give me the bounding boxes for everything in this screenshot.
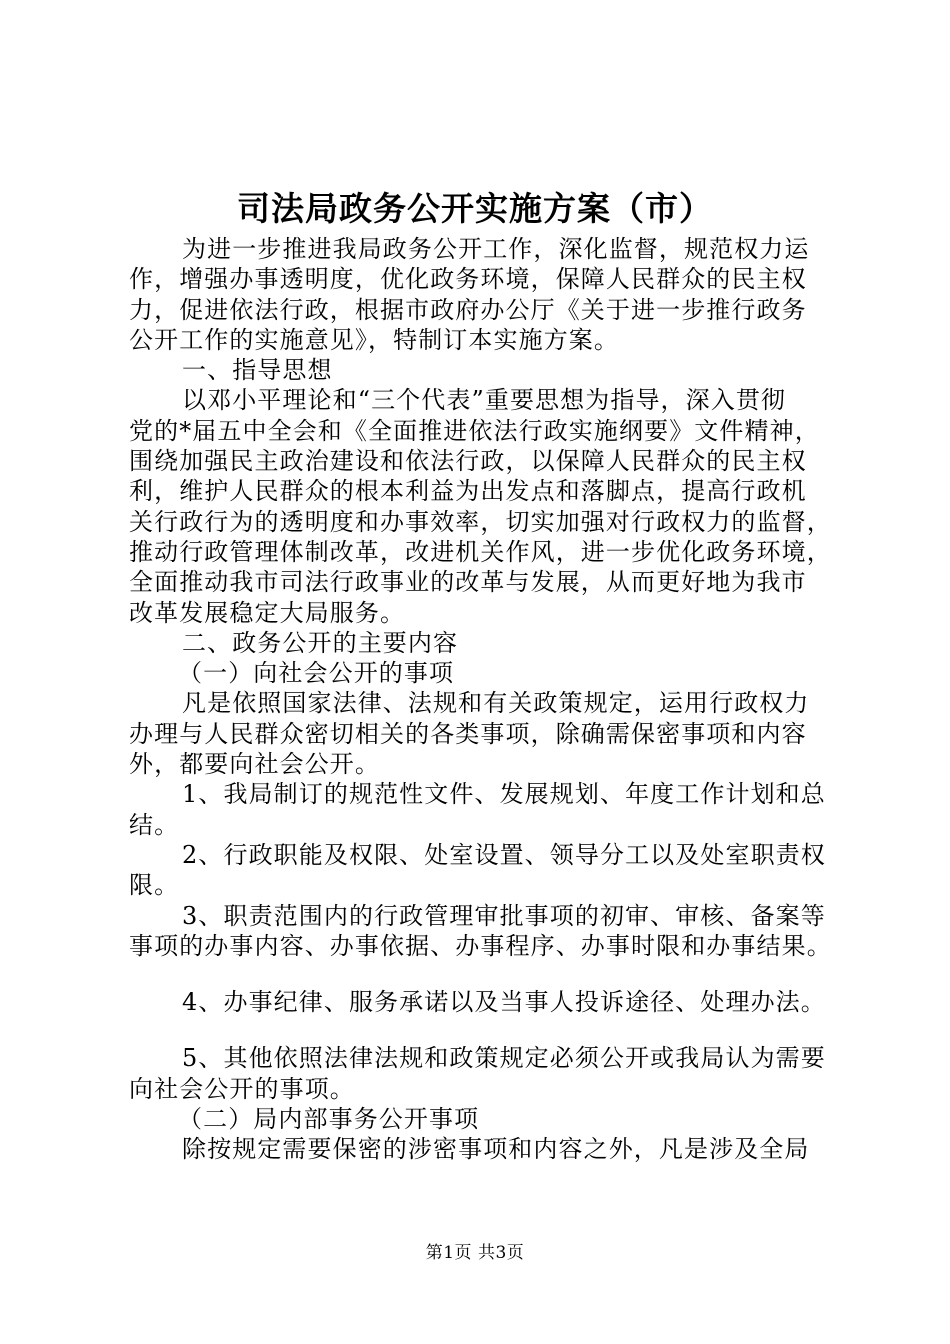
paragraph-line: 作，增强办事透明度，优化政务环境，保障人民群众的民主权 [129, 265, 807, 294]
paragraph-line: 党的*届五中全会和《全面推进依法行政实施纲要》文件精神， [129, 416, 820, 445]
list-item-line: 限。 [129, 871, 180, 900]
paragraph-line: 办理与人民群众密切相关的各类事项，除确需保密事项和内容 [129, 719, 807, 748]
paragraph-line: 以邓小平理论和“三个代表”重要思想为指导，深入贯彻 [182, 386, 787, 415]
list-item-line: 5、其他依照法律法规和政策规定必须公开或我局认为需要 [182, 1044, 826, 1073]
paragraph-line: 力，促进依法行政，根据市政府办公厅《关于进一步推行政务 [129, 295, 807, 324]
list-item-line: 1、我局制订的规范性文件、发展规划、年度工作计划和总 [182, 780, 826, 809]
paragraph-gap [129, 1017, 841, 1043]
paragraph-line: 全面推动我市司法行政事业的改革与发展，从而更好地为我市 [129, 568, 807, 597]
list-item-line: 事项的办事内容、办事依据、办事程序、办事时限和办事结果。 [129, 931, 832, 960]
paragraph-line: 围绕加强民主政治建设和依法行政，以保障人民群众的民主权 [129, 447, 807, 476]
paragraph-line: 关行政行为的透明度和办事效率，切实加强对行政权力的监督， [129, 507, 832, 536]
subsection-heading: （二）局内部事务公开事项 [178, 1105, 480, 1134]
paragraph-line: 为进一步推进我局政务公开工作，深化监督，规范权力运 [182, 235, 810, 263]
paragraph-gap [129, 961, 841, 987]
paragraph-line: 除按规定需要保密的涉密事项和内容之外，凡是涉及全局 [182, 1135, 810, 1164]
section-heading: 一、指导思想 [182, 356, 333, 385]
list-item-line: 4、办事纪律、服务承诺以及当事人投诉途径、处理办法。 [182, 988, 826, 1017]
list-item-line: 2、行政职能及权限、处室设置、领导分工以及处室职责权 [182, 840, 826, 869]
subsection-heading: （一）向社会公开的事项 [178, 659, 455, 688]
paragraph-line: 公开工作的实施意见》，特制订本实施方案。 [129, 325, 619, 354]
page-number: 第1页 共3页 [425, 1243, 525, 1263]
list-item-line: 3、职责范围内的行政管理审批事项的初审、审核、备案等 [182, 901, 826, 930]
document-title: 司法局政务公开实施方案（市） [237, 189, 713, 228]
section-heading: 二、政务公开的主要内容 [182, 628, 459, 657]
paragraph-line: 外，都要向社会公开。 [129, 750, 380, 779]
paragraph-line: 利，维护人民群众的根本利益为出发点和落脚点，提高行政机 [129, 477, 807, 506]
document-body [129, 234, 841, 1165]
list-item-line: 结。 [129, 810, 180, 839]
list-item-line: 向社会公开的事项。 [129, 1074, 355, 1103]
paragraph-line: 推动行政管理体制改革，改进机关作风，进一步优化政务环境， [129, 537, 832, 566]
paragraph-line: 改革发展稳定大局服务。 [129, 598, 406, 627]
paragraph-line: 凡是依照国家法律、法规和有关政策规定，运用行政权力 [182, 689, 810, 718]
